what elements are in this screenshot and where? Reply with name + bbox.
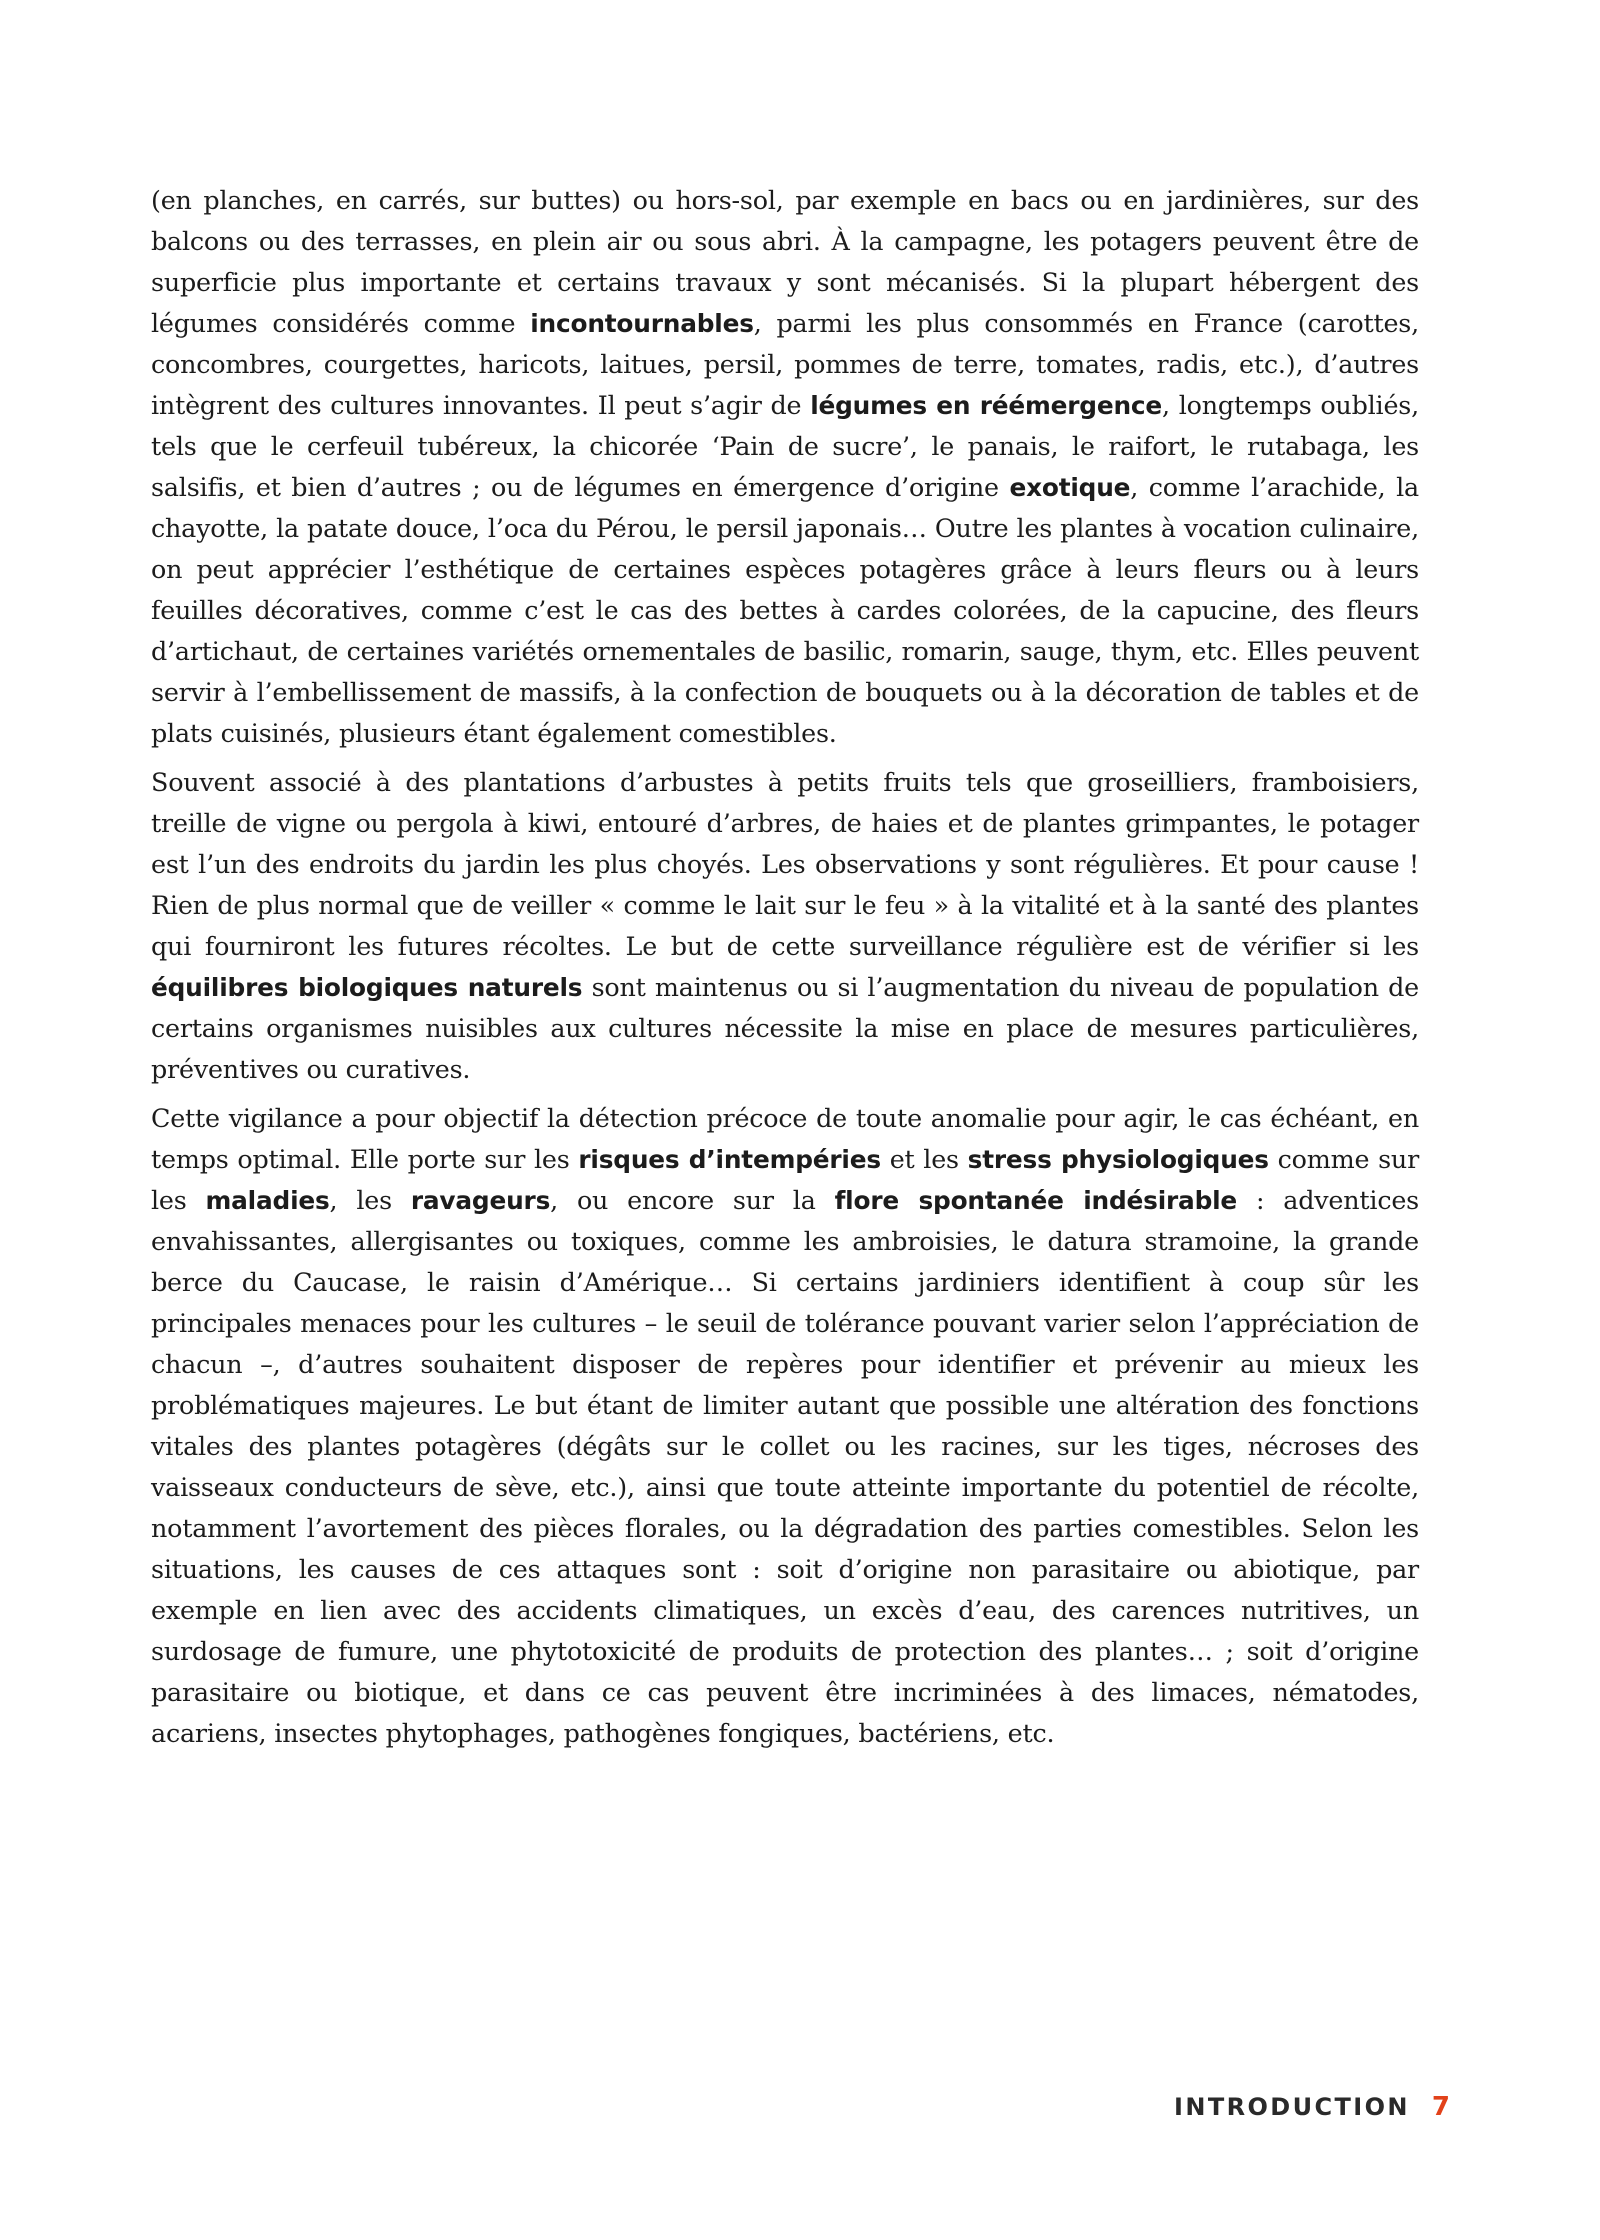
page-footer xyxy=(1174,2092,1450,2122)
emphasis-term: exotique xyxy=(1009,473,1131,502)
emphasis-term: légumes en réémergence xyxy=(810,391,1163,420)
emphasis-term: flore spontanée indésirable xyxy=(834,1186,1238,1215)
emphasis-term: maladies xyxy=(205,1186,330,1215)
paragraph: Cette vigilance a pour objectif la détection précoce de toute anomalie pour agir, le cas échéant, en temps optimal. Elle porte sur les risques d’intempéries et les stress physiologiques comme sur les maladies, les ravageurs, ou encore sur la flore spontanée indésirable : adventices envahissantes, allergisantes ou toxiques, comme les ambroisies, le datura stramoine, la grande berce du Caucase, le raisin d’Amérique… Si certains jardiniers identifient à coup sûr les principales menaces pour les cultures – le seuil de tolérance pouvant varier selon l’appréciation de chacun –, d’autres souhaitent disposer de repères pour identifier et prévenir au mieux les problématiques majeures. Le but étant de limiter autant que possible une altération des fonctions vitales des plantes potagères (dégâts sur le collet ou les racines, sur les tiges, nécroses des vaisseaux conducteurs de sève, etc.), ainsi que toute atteinte importante du potentiel de récolte, notamment l’avortement des pièces florales, ou la dégradation des parties comestibles. Selon les situations, les causes de ces attaques sont : soit d’origine non parasitaire ou abiotique, par exemple en lien avec des accidents climatiques, un excès d’eau, des carences nutritives, un surdosage de fumure, une phytotoxicité de produits de protection des plantes… ; soit d’origine parasitaire ou biotique, et dans ce cas peuvent être incriminées à des limaces, nématodes, acariens, insectes phytophages, pathogènes fongiques, bactériens, etc. xyxy=(151,1103,1420,1748)
emphasis-term: équilibres biologiques naturels xyxy=(151,973,583,1002)
emphasis-term: risques d’intempéries xyxy=(578,1145,881,1174)
paragraph: (en planches, en carrés, sur buttes) ou hors-sol, par exemple en bacs ou en jardinières, sur des balcons ou des terrasses, en plein air ou sous abri. À la campagne, les potagers peuvent être de superficie plus importante et certains travaux y sont mécanisés. Si la plupart hébergent des légumes considérés comme incontournables, parmi les plus consommés en France (carottes, concombres, courgettes, haricots, laitues, persil, pommes de terre, tomates, radis, etc.), d’autres intègrent des cultures innovantes. Il peut s’agir de légumes en réémergence, longtemps oubliés, tels que le cerfeuil tubéreux, la chicorée ‘Pain de sucre’, le panais, le raifort, le rutabaga, les salsifis, et bien d’autres ; ou de légumes en émergence d’origine exotique, comme l’arachide, la chayotte, la patate douce, l’oca du Pérou, le persil japonais… Outre les plantes à vocation culinaire, on peut apprécier l’esthétique de certaines espèces potagères grâce à leurs fleurs ou à leurs feuilles décoratives, comme c’est le cas des bettes à cardes colorées, de la capucine, des fleurs d’artichaut, de certaines variétés ornementales de basilic, romarin, sauge, thym, etc. Elles peuvent servir à l’embellissement de massifs, à la confection de bouquets ou à la décoration de tables et de plats cuisinés, plusieurs étant également comestibles. xyxy=(151,185,1419,748)
body-text xyxy=(151,180,1419,1762)
emphasis-term: stress physiologiques xyxy=(967,1145,1269,1174)
paragraph: Souvent associé à des plantations d’arbustes à petits fruits tels que groseilliers, framboisiers, treille de vigne ou pergola à kiwi, entouré d’arbres, de haies et de plantes grimpantes, le potager est l’un des endroits du jardin les plus choyés. Les observations y sont régulières. Et pour cause ! Rien de plus normal que de veiller « comme le lait sur le feu » à la vitalité et à la santé des plantes qui fourniront les futures récoltes. Le but de cette surveillance régulière est de vérifier si les équilibres biologiques naturels sont maintenus ou si l’augmentation du niveau de population de certains organismes nuisibles aux cultures nécessite la mise en place de mesures particulières, préventives ou curatives. xyxy=(151,767,1419,1084)
emphasis-term: ravageurs xyxy=(410,1186,551,1215)
page-number: 7 xyxy=(1431,2092,1450,2122)
running-head: INTRODUCTION xyxy=(1174,2093,1410,2121)
emphasis-term: incontournables xyxy=(530,309,754,338)
